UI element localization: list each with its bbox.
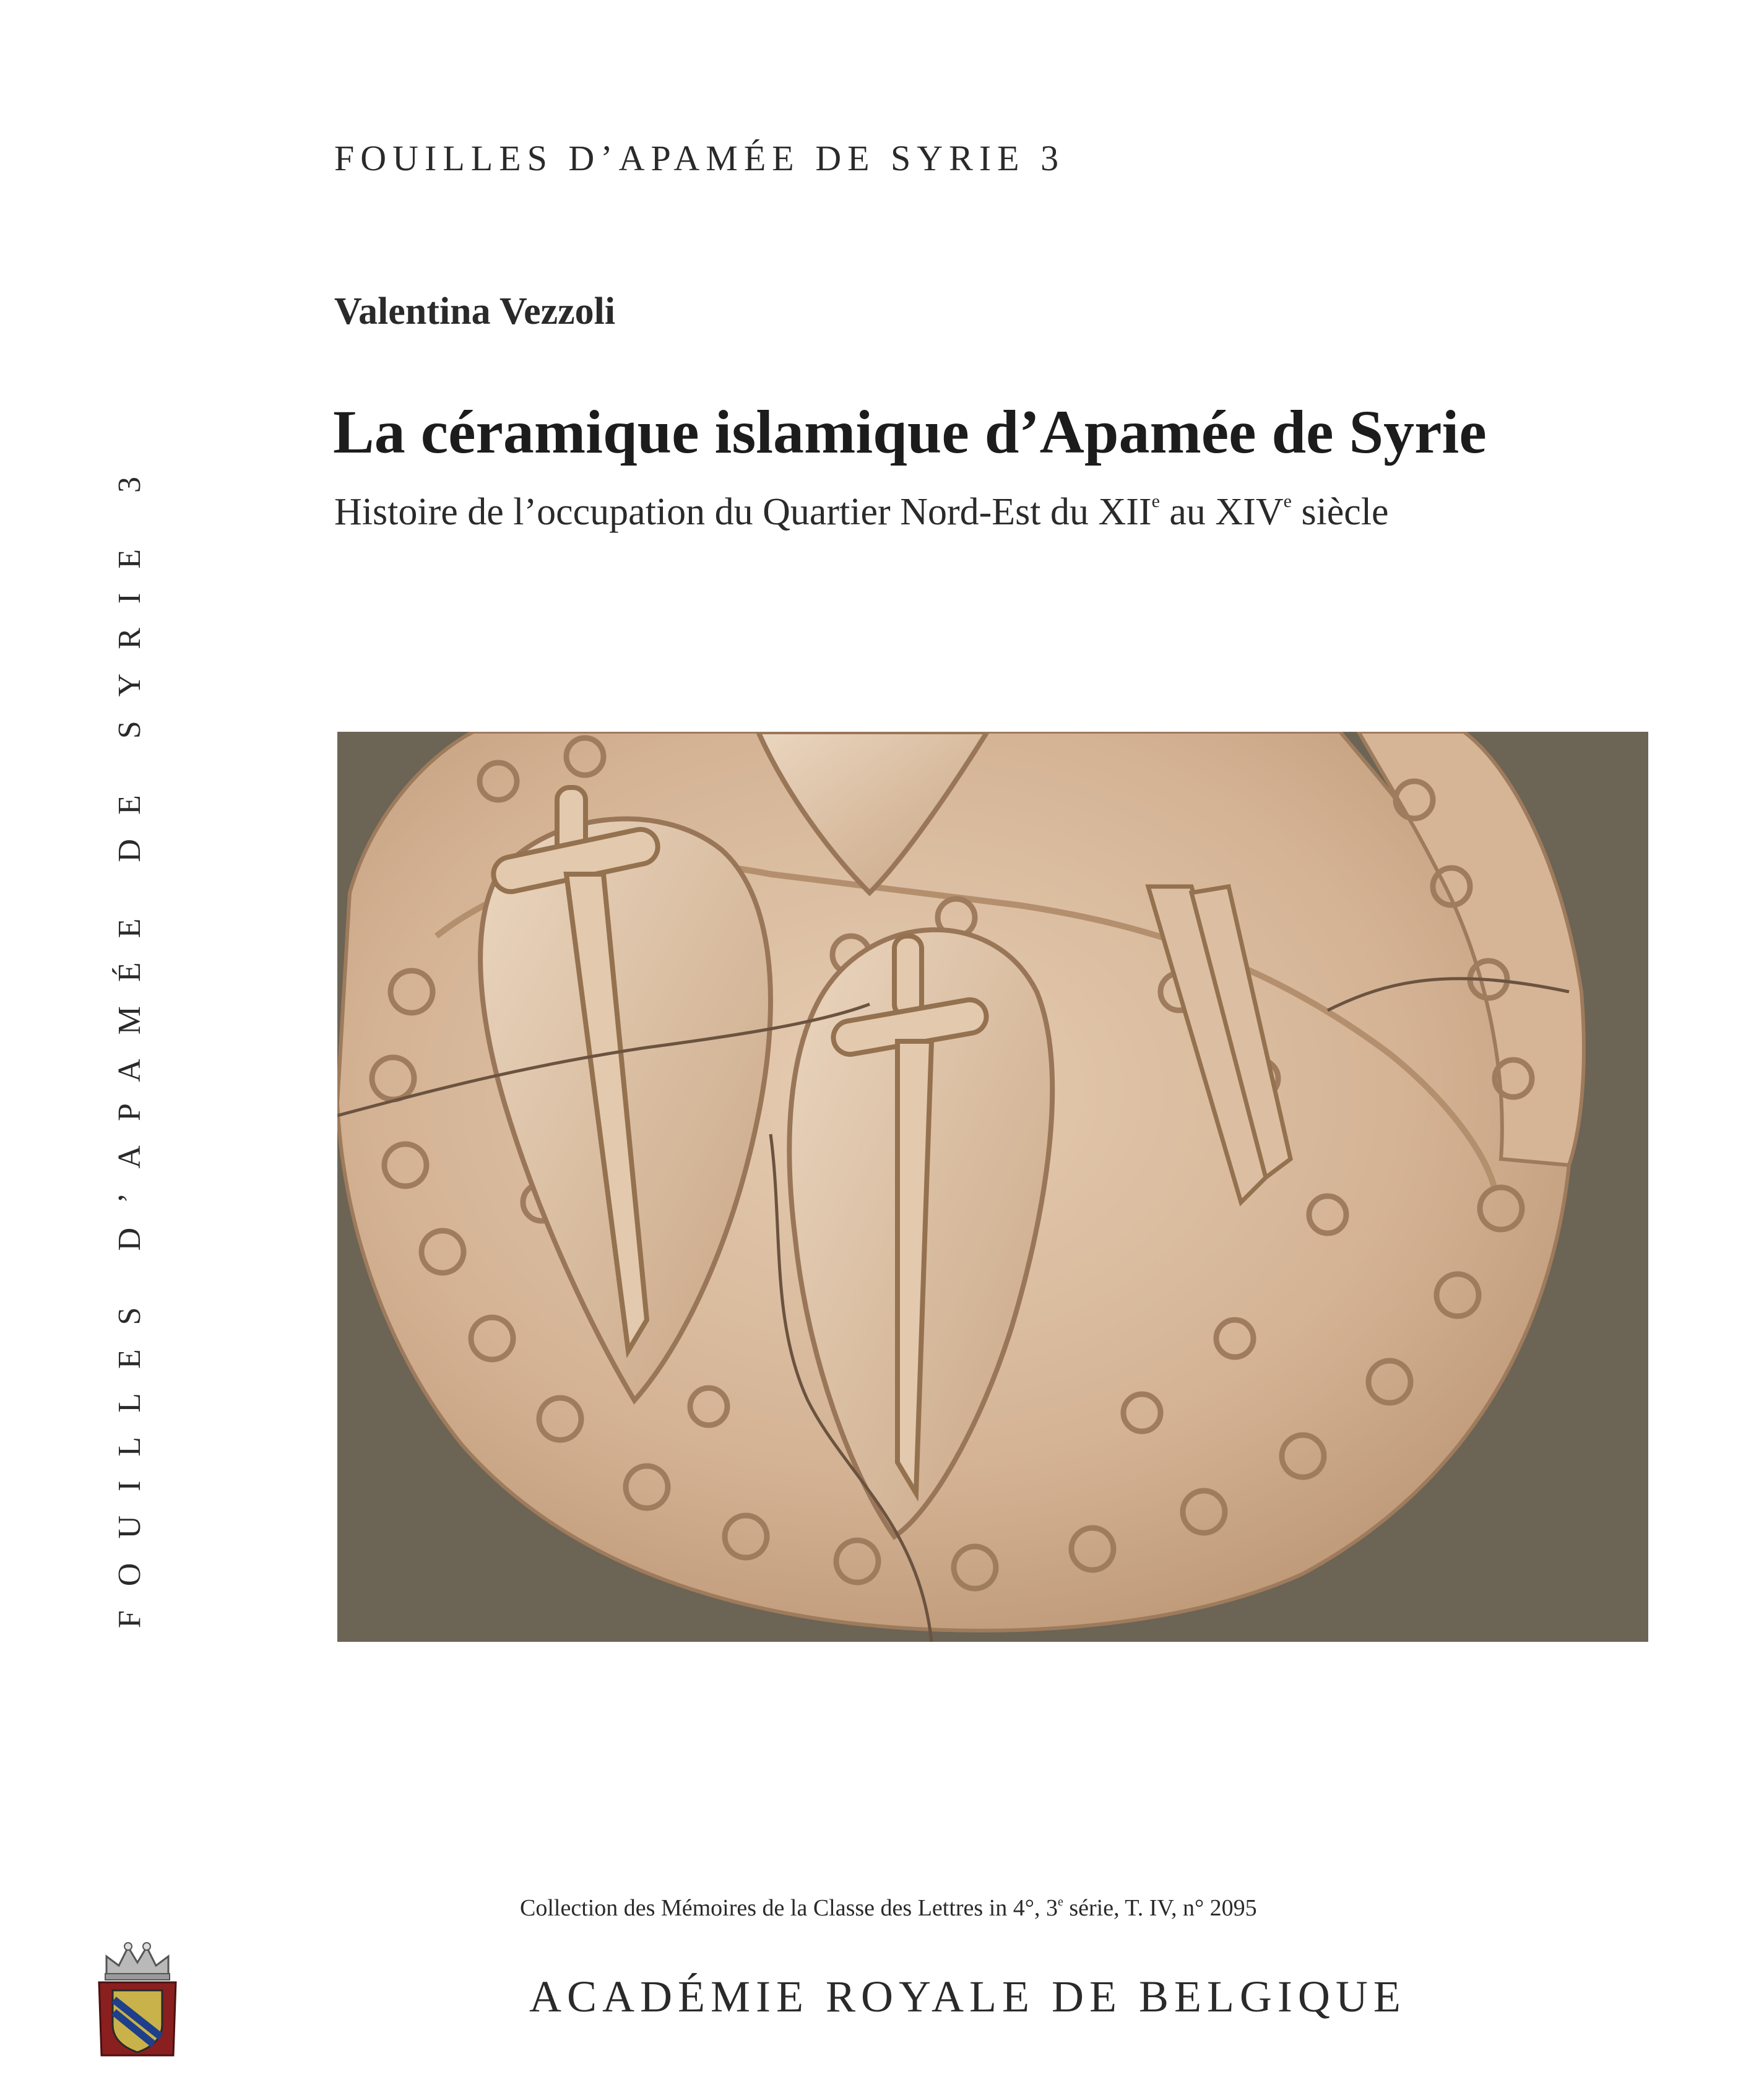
series-header: FOUILLES D’APAMÉE DE SYRIE 3 [334,138,1065,178]
cover-photo-ceramic-fragment [337,732,1648,1642]
book-subtitle: Histoire de l’occupation du Quartier Nord-Est du XIIe au XIVe siècle [334,491,1389,533]
royal-academy-crest-icon [94,1938,181,2062]
collection-line: Collection des Mémoires de la Classe des Lettres in 4°, 3e série, T. IV, n° 2095 [520,1895,1257,1921]
author-name: Valentina Vezzoli [334,290,616,332]
publisher-name: ACADÉMIE ROYALE DE BELGIQUE [529,1972,1406,2021]
spine-series-text: FOUILLES D’APAMÉE DE SYRIE 3 [112,453,147,1628]
book-title: La céramique islamique d’Apamée de Syrie [333,397,1487,466]
